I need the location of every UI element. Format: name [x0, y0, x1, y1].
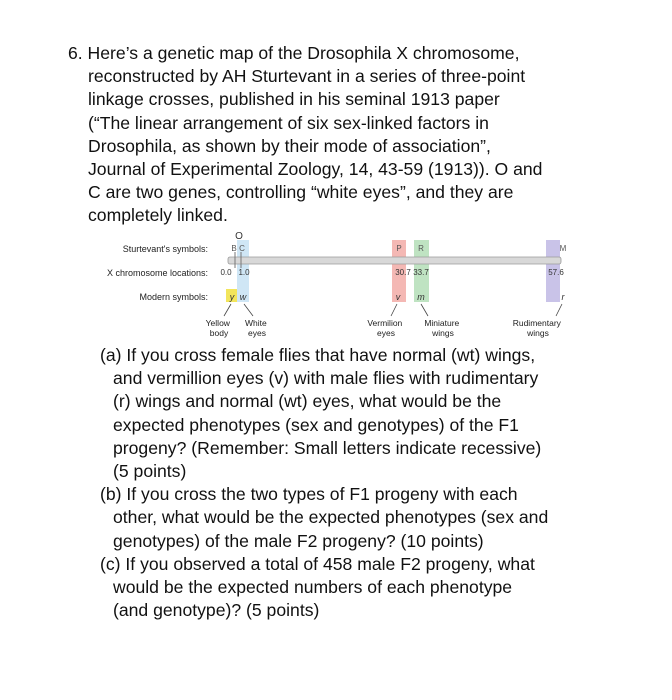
subquestion-line: (and genotype)? (5 points)	[113, 600, 320, 621]
sturtevant-symbol: P	[396, 244, 402, 253]
modern-symbol: w	[239, 292, 247, 302]
subquestion-c	[100, 553, 640, 623]
connector-line	[391, 304, 397, 316]
question-line: C are two genes, controlling “white eyes”, and they are	[88, 182, 514, 203]
connector-line	[244, 304, 253, 316]
modern-symbol: y	[229, 292, 235, 302]
sturtevant-symbol: R	[418, 244, 424, 253]
location-label: 57.6	[548, 268, 564, 277]
question-line: Drosophila, as shown by their mode of association”,	[88, 135, 491, 156]
gene-description: Yellow body	[205, 318, 230, 338]
subquestion-line: (r) wings and normal (wt) eyes, what would be the	[113, 391, 502, 412]
subquestion-line: (c) If you observed a total of 458 male F2 progeny, what	[100, 553, 535, 574]
subquestion-line: other, what would be the expected phenotypes (sex and	[113, 507, 549, 528]
sturtevant-symbol: M	[559, 244, 567, 253]
location-label: 1.0	[238, 268, 250, 277]
question-line: reconstructed by AH Sturtevant in a series of three-point	[88, 66, 526, 87]
subquestion-line: genotypes) of the male F2 progeny? (10 points)	[113, 530, 484, 551]
connector-line	[224, 304, 231, 316]
row-label-modern: Modern symbols:	[139, 292, 208, 302]
connector-line	[556, 304, 562, 316]
sturtevant-symbol: C	[239, 244, 245, 253]
question-line: (“The linear arrangement of six sex-linked factors in	[88, 112, 489, 133]
row-label-locations: X chromosome locations:	[106, 268, 208, 278]
subquestion-line: progeny? (Remember: Small letters indicate recessive)	[113, 437, 542, 458]
modern-symbol: v	[395, 292, 401, 302]
row-label-sturtevant: Sturtevant's symbols:	[122, 244, 208, 254]
sturtevant-symbol: B	[231, 244, 237, 253]
gene-description: Rudimentary wings	[512, 318, 561, 338]
subquestion-line: (b) If you cross the two types of F1 progeny with each	[100, 484, 518, 505]
subquestion-line: would be the expected numbers of each phenotype	[113, 577, 513, 598]
gene-description: White eyes	[244, 318, 267, 338]
question-line: linkage crosses, published in his seminal 1913 paper	[88, 89, 500, 110]
connector-line	[421, 304, 428, 316]
chromosome-bar	[228, 257, 561, 264]
subquestion-line: (5 points)	[113, 461, 187, 482]
modern-symbol: r	[561, 292, 565, 302]
subquestion-line: (a) If you cross female flies that have normal (wt) wings,	[100, 345, 536, 365]
gene-description: Miniature wings	[424, 318, 460, 338]
subquestion-line: expected phenotypes (sex and genotypes) of the F1	[113, 414, 519, 435]
modern-symbol: m	[417, 292, 425, 302]
question-line: 6. Here’s a genetic map of the Drosophila X chromosome,	[68, 43, 520, 63]
subquestion-line: and vermillion eyes (v) with male flies with rudimentary	[113, 368, 539, 389]
subquestions	[100, 344, 640, 622]
sturtevant-extra-symbol: O	[235, 231, 243, 242]
location-label: 33.7	[413, 268, 429, 277]
gene-description: Vermilion eyes	[367, 318, 403, 338]
question-line: completely linked.	[88, 205, 228, 226]
question-line: Journal of Experimental Zoology, 14, 43-59 (1913)). O and	[88, 159, 543, 180]
subquestion-b	[100, 483, 640, 553]
location-label: 0.0	[220, 268, 232, 277]
subquestion-a	[100, 344, 640, 483]
location-label: 30.7	[395, 268, 411, 277]
